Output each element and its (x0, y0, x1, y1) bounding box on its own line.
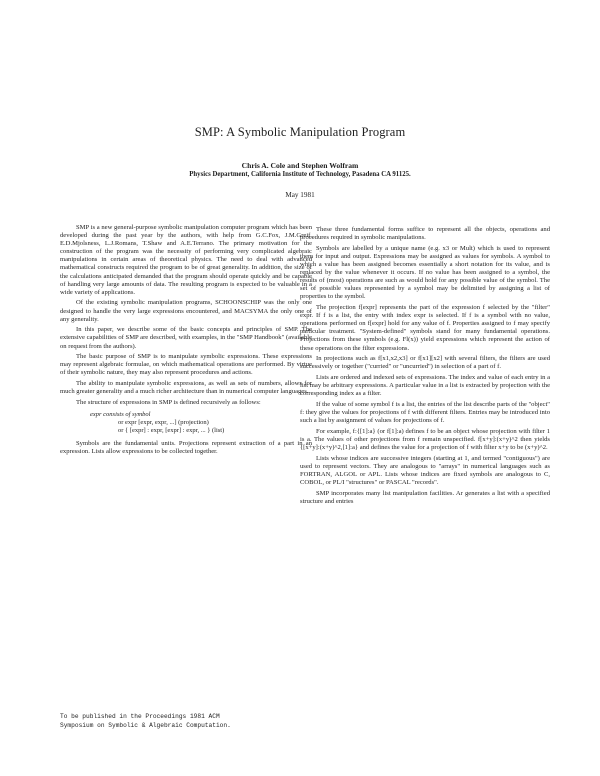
footnote-line: To be published in the Proceedings 1981 ACM (60, 713, 220, 720)
expression-definition (90, 411, 312, 435)
paragraph: SMP incorporates many list manipulation facilities. Ar generates a list with a specified structure and entries (300, 489, 550, 505)
right-column (300, 226, 550, 508)
paper-date: May 1981 (285, 191, 315, 199)
paragraph: For example, f:{[1]:a} (or f[1]:a) defines f to be an object whose projection with filter 1 is a. The values of other projections from f remain unspecified. f[x+y]:(x+y)^2 then yields {[x+y]:(x+y)^2,[1]:a} and defines the value for a projection of f with filter x+y to be (x+y)^2. (300, 427, 550, 451)
paragraph: Lists are ordered and indexed sets of expressions. The index and value of each entry in a list may be arbitrary expressions. A particular value in a list is extracted by projection with the corresponding index as a filter. (300, 373, 550, 398)
paragraph: The projection f[expr] represents the part of the expression f selected by the "filter" expr. If f is a list, the entry with index expr is selected. If f is a symbol with no value, operations performed on f[expr] hold for any value of f. Properties assigned to f may specify particular treatment. "System-defined" symbols stand for many fundamental operations. Projections from these symbols (e.g. Fl(x)) yield expressions which represent the action of these operations on the filter expressions. (300, 304, 550, 352)
paper-title: SMP: A Symbolic Manipulation Program (194, 125, 406, 139)
paper-authors: Chris A. Cole and Stephen Wolfram (241, 161, 359, 170)
paragraph: In projections such as f[x1,x2,x3] or f[x1][x2] with several filters, the filters are used successively or together ("curried" or "uncurried") in selection of a part of f. (300, 355, 550, 371)
publication-footnote (60, 712, 310, 730)
paragraph: Symbols are labelled by a unique name (e.g. x3 or Mult) which is used to represent them for input and output. Expressions may be assigned as values for symbols. A symbol to which a value has been assigned becomes essentially a short notation for its value, and is replaced by the value whenever it occurs. If no value has been assigned to a symbol, the results of (most) operations are such as would hold for any possible value of the symbol. The set of possible values represented by a symbol may be delimited by assigning a list of properties to the symbol. (300, 244, 550, 301)
paragraph: Symbols are the fundamental units. Projections represent extraction of a part in an expression. Lists allow expressions to be collected together. (60, 440, 312, 456)
paragraph: Lists whose indices are successive integers (starting at 1, and termed "contiguous") are used to represent vectors. They are analogous to "arrays" in numerical languages such as FORTRAN, ALGOL or APL. Lists whose indices are fixed symbols are analogous to C, COBOL, or PL/I "structures" or PASCAL "records". (300, 454, 550, 486)
paragraph: In this paper, we describe some of the basic concepts and principles of SMP. The extensive capabilities of SMP are described, with examples, in the "SMP Handbook" (available on request from the authors). (60, 326, 312, 350)
footnote-line: Symposium on Symbolic & Algebraic Computation. (60, 722, 231, 729)
expr-definition-line: or expr [expr, expr, ...] (projection) (118, 419, 209, 427)
expr-definition-line: expr consists of symbol (90, 410, 151, 418)
paragraph: The basic purpose of SMP is to manipulate symbolic expressions. These expressions may represent algebraic formulae, on which mathematical operations are performed. By virtue of their symbolic nature, they may also represent procedures and actions. (60, 353, 312, 377)
paper-affiliation: Physics Department, California Institute of Technology, Pasadena CA 91125. (189, 171, 411, 178)
paragraph: The structure of expressions in SMP is defined recursively as follows: (76, 398, 261, 406)
paragraph: SMP is a new general-purpose symbolic manipulation computer program which has been developed during the past year by the authors, with help from G.C.Fox, J.M.Greif, E.D.Mjolsness, L.J.Romans, T.Shaw and A.E.Terrano. The primary motivation for the construction of the program was the necessity of performing very complicated algebraic manipulations in certain areas of theoretical physics. The need to deal with advanced mathematical constructs required the program to be of great generality. In addition, the size of the calculations anticipated demanded that the program should operate quickly and be capable of handling very large amounts of data. The resulting program is expected to be valuable in a wide variety of applications. (60, 224, 312, 296)
paragraph: Of the existing symbolic manipulation programs, SCHOONSCHIP was the only one designed to handle the very large expressions encountered, and MACSYMA the only one of any generality. (60, 299, 312, 323)
expr-definition-line: or { [expr] : expr, [expr] : expr, ... } (list) (118, 427, 225, 435)
paragraph: These three fundamental forms suffice to represent all the objects, operations and procedures required in symbolic manipulations. (300, 226, 550, 242)
paragraph: The ability to manipulate symbolic expressions, as well as sets of numbers, allows for much greater generality and a much richer architecture than in numerical computer languages. (60, 380, 312, 396)
paragraph: If the value of some symbol f is a list, the entries of the list describe parts of the "object" f: they give the values for projections of f with different filters. Entries may be introduced into such a list by assignment of values for projections of f. (300, 400, 550, 425)
left-column (60, 224, 312, 459)
